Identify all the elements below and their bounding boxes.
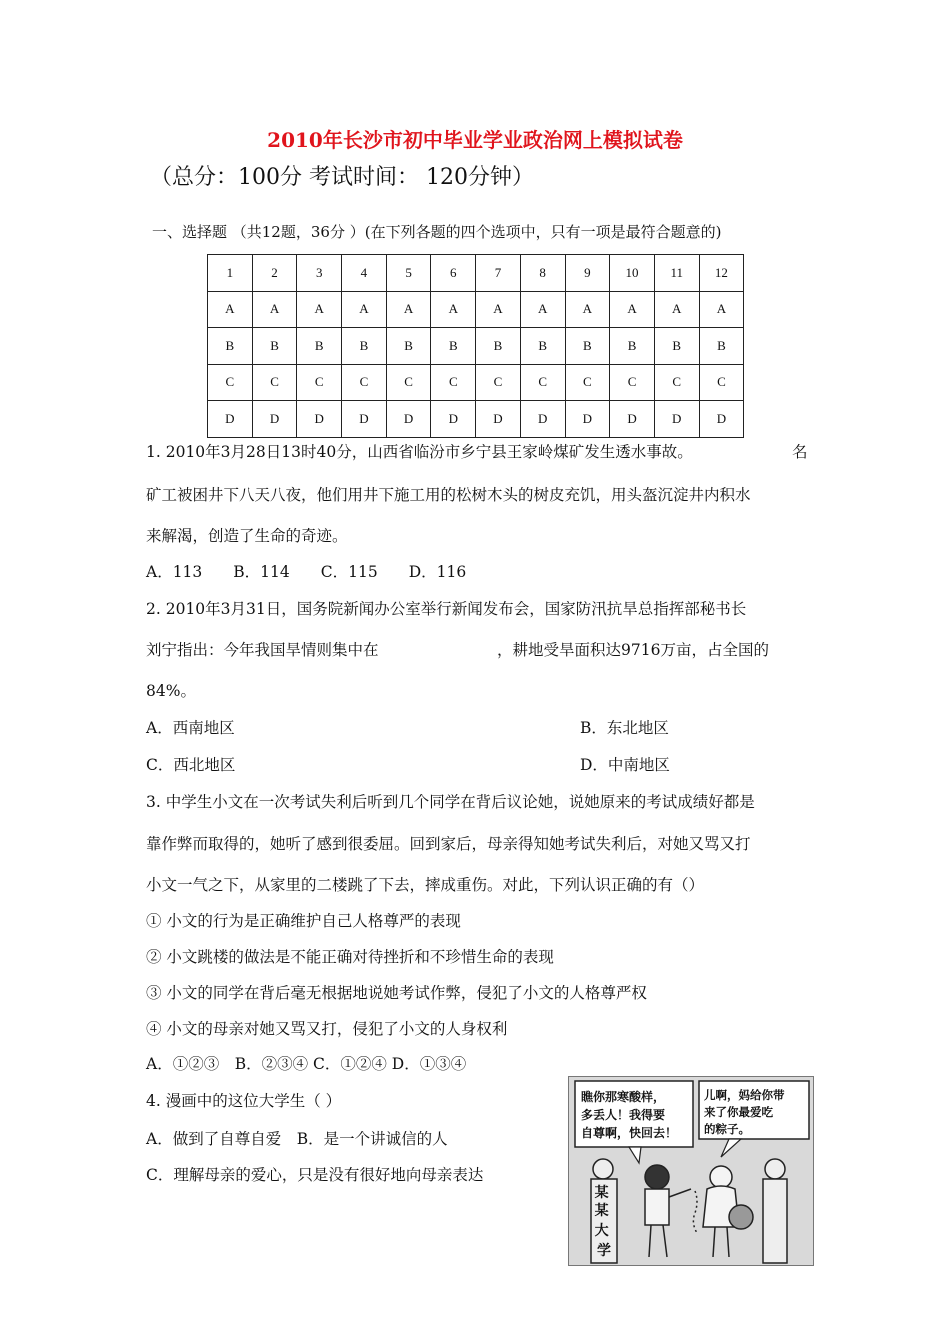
answer-option-cell[interactable]: A <box>252 291 297 328</box>
answer-option-cell[interactable]: C <box>699 364 744 401</box>
answer-option-cell[interactable]: A <box>565 291 610 328</box>
answer-grid-number: 9 <box>565 255 610 292</box>
answer-option-cell[interactable]: C <box>654 364 699 401</box>
q3-statement-3: ③ 小文的同学在背后毫无根据地说她考试作弊，侵犯了小文的人格尊严权 <box>146 984 647 1002</box>
answer-option-cell[interactable]: B <box>699 328 744 365</box>
bubble-left-line-2: 多丢人！我得要 <box>581 1108 666 1122</box>
answer-grid-number: 5 <box>386 255 431 292</box>
gate-sign-char-2: 某 <box>594 1203 609 1219</box>
answer-grid-option-row <box>208 364 744 401</box>
answer-grid-number: 6 <box>431 255 476 292</box>
comic-drawing <box>569 1077 813 1265</box>
answer-option-cell[interactable]: B <box>610 328 655 365</box>
answer-option-cell[interactable]: C <box>565 364 610 401</box>
answer-option-cell[interactable]: A <box>610 291 655 328</box>
q2-option-a: A．西南地区 <box>146 719 235 737</box>
answer-option-cell[interactable]: D <box>342 401 387 438</box>
answer-grid-number: 11 <box>654 255 699 292</box>
q1-line1-tail: 名 <box>792 443 808 461</box>
q4-option-c: C．理解母亲的爱心，只是没有很好地向母亲表达 <box>146 1166 484 1184</box>
answer-option-cell[interactable]: D <box>476 401 521 438</box>
q3-statement-4: ④ 小文的母亲对她又骂又打，侵犯了小文的人身权利 <box>146 1020 508 1038</box>
comic-illustration <box>568 1076 814 1266</box>
gate-sign-char-1: 某 <box>594 1185 609 1201</box>
q1-line3: 来解渴，创造了生命的奇迹。 <box>146 527 348 545</box>
answer-grid-number: 1 <box>208 255 253 292</box>
answer-option-cell[interactable]: C <box>610 364 655 401</box>
answer-option-cell[interactable]: A <box>654 291 699 328</box>
speech-bubble-right-tail <box>721 1139 741 1157</box>
answer-option-cell[interactable]: C <box>342 364 387 401</box>
answer-option-cell[interactable]: C <box>208 364 253 401</box>
answer-grid-number: 8 <box>520 255 565 292</box>
answer-grid <box>207 254 744 438</box>
q2-line3: 84%。 <box>146 682 196 700</box>
bubble-left-line-1: 瞧你那寒酸样， <box>581 1090 666 1104</box>
speech-bubble-left-text <box>581 1089 677 1140</box>
answer-option-cell[interactable]: A <box>431 291 476 328</box>
answer-grid-number: 10 <box>610 255 655 292</box>
q3-line3: 小文一气之下，从家里的二楼跳了下去，摔成重伤。对此，下列认识正确的有（） <box>146 876 705 894</box>
q1-line2: 矿工被困井下八天八夜，他们用井下施工用的松树木头的树皮充饥，用头盔沉淀井内积水 <box>146 486 751 504</box>
answer-option-cell[interactable]: C <box>297 364 342 401</box>
answer-option-cell[interactable]: C <box>431 364 476 401</box>
answer-option-cell[interactable]: D <box>520 401 565 438</box>
q2-option-c: C．西北地区 <box>146 756 236 774</box>
bubble-right-line-3: 的粽子。 <box>704 1122 750 1136</box>
answer-option-cell[interactable]: A <box>699 291 744 328</box>
answer-option-cell[interactable]: D <box>208 401 253 438</box>
answer-option-cell[interactable]: A <box>297 291 342 328</box>
answer-grid-number: 4 <box>342 255 387 292</box>
answer-option-cell[interactable]: D <box>699 401 744 438</box>
speech-bubble-left-tail <box>629 1147 641 1163</box>
bubble-right-line-1: 儿啊，妈给你带 <box>704 1088 785 1102</box>
answer-grid-option-row <box>208 401 744 438</box>
q2-option-d: D．中南地区 <box>580 756 670 774</box>
answer-option-cell[interactable]: B <box>342 328 387 365</box>
answer-option-cell[interactable]: D <box>386 401 431 438</box>
q4-line1: 4. 漫画中的这位大学生（ ） <box>146 1092 342 1110</box>
gate-sign-char-3: 大 <box>594 1223 609 1239</box>
section-heading-choice: 一、选择题 （共12题，36分 ）(在下列各题的四个选项中，只有一项是最符合题意的) <box>152 223 722 241</box>
answer-grid-option-row <box>208 328 744 365</box>
answer-option-cell[interactable]: A <box>476 291 521 328</box>
answer-option-cell[interactable]: B <box>252 328 297 365</box>
q2-line2-a: 刘宁指出：今年我国旱情则集中在 <box>146 641 379 659</box>
mother-figure <box>693 1166 753 1257</box>
answer-grid-number: 3 <box>297 255 342 292</box>
gate-pillar-right <box>763 1179 787 1263</box>
answer-option-cell[interactable]: C <box>386 364 431 401</box>
answer-option-cell[interactable]: B <box>520 328 565 365</box>
answer-option-cell[interactable]: D <box>431 401 476 438</box>
answer-option-cell[interactable]: B <box>654 328 699 365</box>
answer-option-cell[interactable]: D <box>565 401 610 438</box>
answer-option-cell[interactable]: D <box>610 401 655 438</box>
answer-option-cell[interactable]: A <box>386 291 431 328</box>
gate-sign-char-4: 学 <box>597 1243 611 1259</box>
answer-option-cell[interactable]: A <box>342 291 387 328</box>
answer-option-cell[interactable]: C <box>520 364 565 401</box>
answer-grid-option-row <box>208 291 744 328</box>
answer-option-cell[interactable]: D <box>252 401 297 438</box>
answer-option-cell[interactable]: C <box>476 364 521 401</box>
answer-option-cell[interactable]: B <box>386 328 431 365</box>
q3-line1: 3. 中学生小文在一次考试失利后听到几个同学在背后议论她，说她原来的考试成绩好都是 <box>146 793 755 811</box>
q3-line2: 靠作弊而取得的，她听了感到很委屈。回到家后，母亲得知她考试失利后，对她又骂又打 <box>146 835 751 853</box>
exam-title: 2010年长沙市初中毕业学业政治网上模拟试卷 <box>267 128 683 152</box>
exam-subtitle: （总分：100分 考试时间： 120分钟） <box>150 165 534 190</box>
q2-option-b: B．东北地区 <box>580 719 669 737</box>
answer-option-cell[interactable]: B <box>476 328 521 365</box>
bubble-right-line-2: 来了你最爱吃 <box>704 1105 773 1119</box>
answer-grid-header-row <box>208 255 744 292</box>
answer-option-cell[interactable]: A <box>520 291 565 328</box>
answer-option-cell[interactable]: B <box>565 328 610 365</box>
gate-pillar-right-top <box>765 1159 785 1179</box>
q1-line1: 1. 2010年3月28日13时40分，山西省临汾市乡宁县王家岭煤矿发生透水事故。 <box>146 443 693 461</box>
answer-option-cell[interactable]: B <box>297 328 342 365</box>
gate-pillar-left-top <box>593 1159 613 1179</box>
q1-options: A．113 B．114 C．115 D．116 <box>146 563 467 581</box>
answer-option-cell[interactable]: A <box>208 291 253 328</box>
q3-statement-1: ① 小文的行为是正确维护自己人格尊严的表现 <box>146 912 461 930</box>
q4-options-ab: A．做到了自尊自爱 B．是一个讲诚信的人 <box>146 1130 448 1148</box>
answer-option-cell[interactable]: D <box>654 401 699 438</box>
student-figure <box>645 1165 691 1257</box>
answer-option-cell[interactable]: D <box>297 401 342 438</box>
answer-option-cell[interactable]: B <box>431 328 476 365</box>
q2-line2-b: ，耕地受旱面积达9716万亩，占全国的 <box>497 641 769 659</box>
q3-statement-2: ② 小文跳楼的做法是不能正确对待挫折和不珍惜生命的表现 <box>146 948 554 966</box>
bubble-left-line-3: 自尊啊，快回去！ <box>581 1126 678 1140</box>
answer-option-cell[interactable]: B <box>208 328 253 365</box>
answer-grid-number: 2 <box>252 255 297 292</box>
answer-option-cell[interactable]: C <box>252 364 297 401</box>
answer-grid-number: 12 <box>699 255 744 292</box>
q2-line1: 2. 2010年3月31日，国务院新闻办公室举行新闻发布会，国家防汛抗旱总指挥部秘书长 <box>146 600 747 618</box>
q3-options: A．①②③ B．②③④ C．①②④ D．①③④ <box>146 1055 467 1073</box>
answer-grid-number: 7 <box>476 255 521 292</box>
